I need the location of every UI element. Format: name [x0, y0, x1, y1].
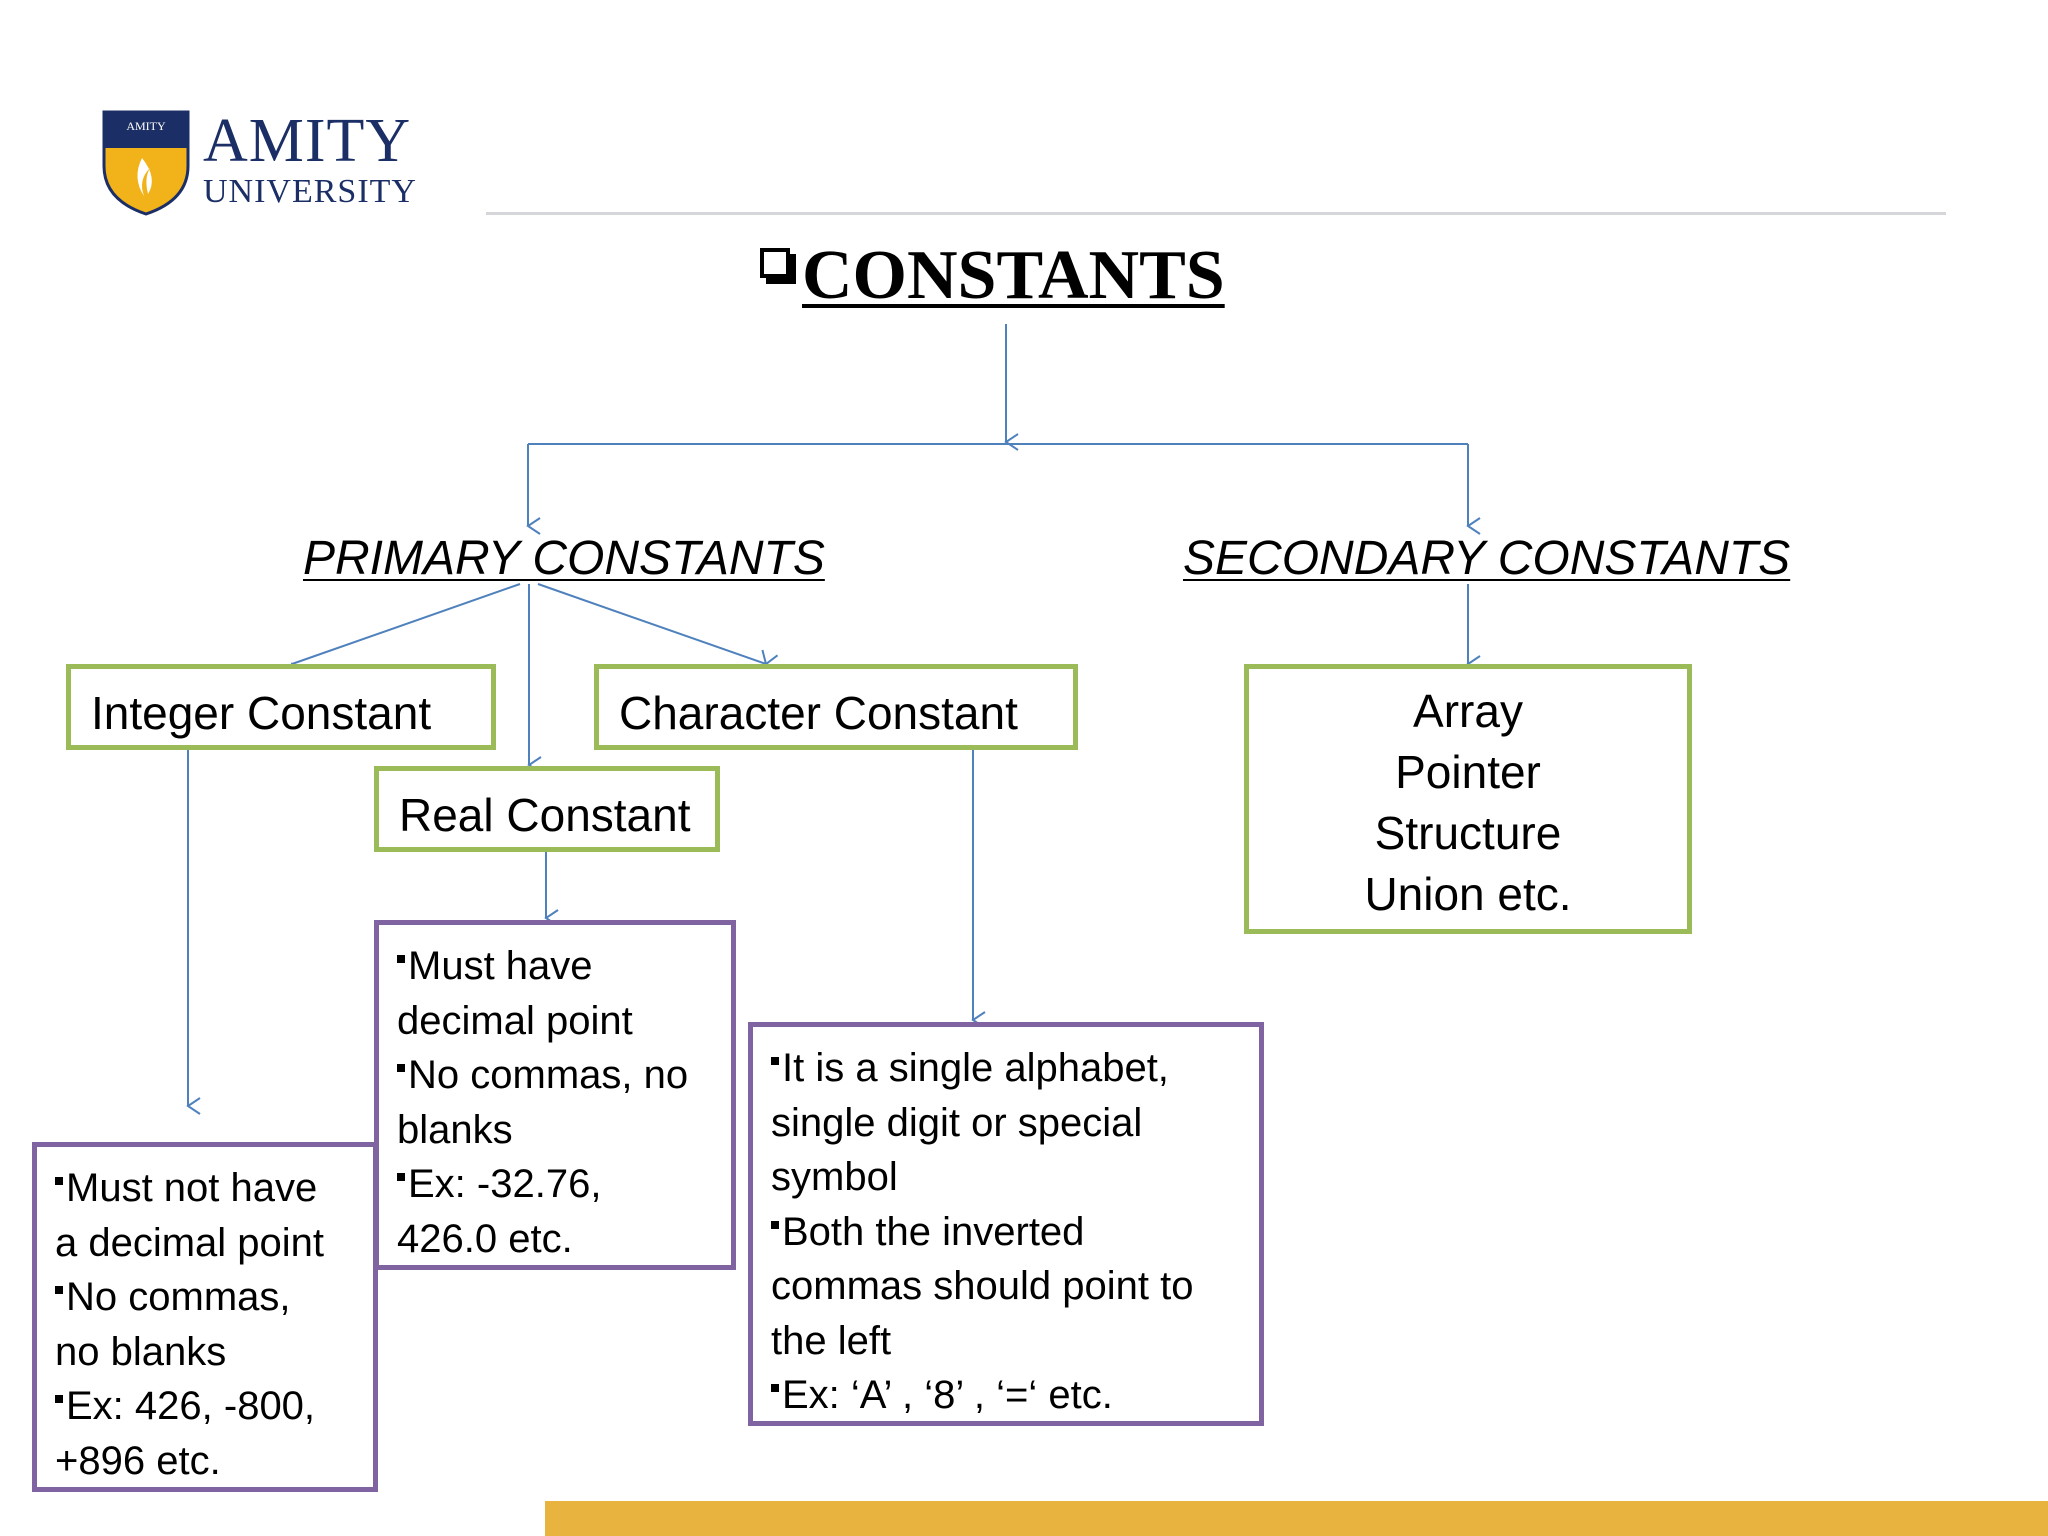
square-bullet-icon: [771, 1057, 779, 1065]
secondary-item: Structure: [1374, 807, 1562, 859]
secondary-item: Array: [1413, 685, 1523, 737]
connector-to-integer: [292, 584, 520, 664]
character-constant-box: [594, 664, 1078, 750]
logo-name: AMITY: [203, 107, 412, 175]
note-line: 426.0 etc.: [397, 1216, 573, 1261]
logo-subname: UNIVERSITY: [203, 173, 417, 210]
integer-notes-box: [32, 1142, 378, 1492]
secondary-constants-heading: SECONDARY CONSTANTS: [1183, 532, 1791, 585]
checkbox-bullet-icon: [760, 248, 790, 278]
note-line: Ex: -32.76,: [397, 1157, 713, 1212]
real-constant-label: Real Constant: [399, 789, 691, 841]
note-line: no blanks: [55, 1329, 227, 1374]
note-line: It is a single alphabet,: [771, 1041, 1241, 1096]
note-line: Must have: [397, 939, 713, 994]
note-line: Both the inverted: [771, 1205, 1241, 1260]
character-notes-box: [748, 1022, 1264, 1426]
header-rule: [486, 212, 1946, 215]
note-line: blanks: [397, 1107, 513, 1152]
note-line: single digit or special: [771, 1100, 1143, 1145]
integer-constant-box: [66, 664, 496, 750]
secondary-item: Pointer: [1395, 746, 1541, 798]
note-line: No commas,: [55, 1270, 355, 1325]
svg-text:AMITY: AMITY: [126, 119, 166, 133]
square-bullet-icon: [771, 1384, 779, 1392]
note-line: Ex: 426, -800,: [55, 1379, 355, 1434]
square-bullet-icon: [55, 1395, 63, 1403]
primary-constants-heading: PRIMARY CONSTANTS: [303, 532, 825, 585]
square-bullet-icon: [55, 1286, 63, 1294]
note-line: the left: [771, 1318, 892, 1363]
amity-seal-icon: [98, 108, 194, 216]
connector-to-character: [538, 584, 766, 664]
character-constant-label: Character Constant: [619, 687, 1018, 739]
footer-accent-bar: [545, 1501, 2048, 1536]
note-line: decimal point: [397, 998, 633, 1043]
amity-logo: [98, 106, 448, 218]
note-line: Must not have: [55, 1161, 355, 1216]
secondary-item: Union etc.: [1364, 868, 1572, 920]
note-line: +896 etc.: [55, 1438, 221, 1483]
note-line: No commas, no: [397, 1048, 713, 1103]
integer-constant-label: Integer Constant: [91, 687, 432, 739]
title-row: [760, 236, 1225, 316]
note-line: a decimal point: [55, 1220, 325, 1265]
note-line: Ex: ‘A’ , ‘8’ , ‘=‘ etc.: [771, 1368, 1241, 1423]
page-title: CONSTANTS: [802, 237, 1225, 314]
square-bullet-icon: [55, 1177, 63, 1185]
square-bullet-icon: [397, 955, 405, 963]
note-line: commas should point to: [771, 1264, 1194, 1308]
real-constant-box: [374, 766, 720, 852]
square-bullet-icon: [397, 1064, 405, 1072]
square-bullet-icon: [771, 1221, 779, 1229]
real-notes-box: [374, 920, 736, 1270]
secondary-types-box: [1244, 664, 1692, 934]
note-line: symbol: [771, 1155, 898, 1199]
square-bullet-icon: [397, 1173, 405, 1181]
